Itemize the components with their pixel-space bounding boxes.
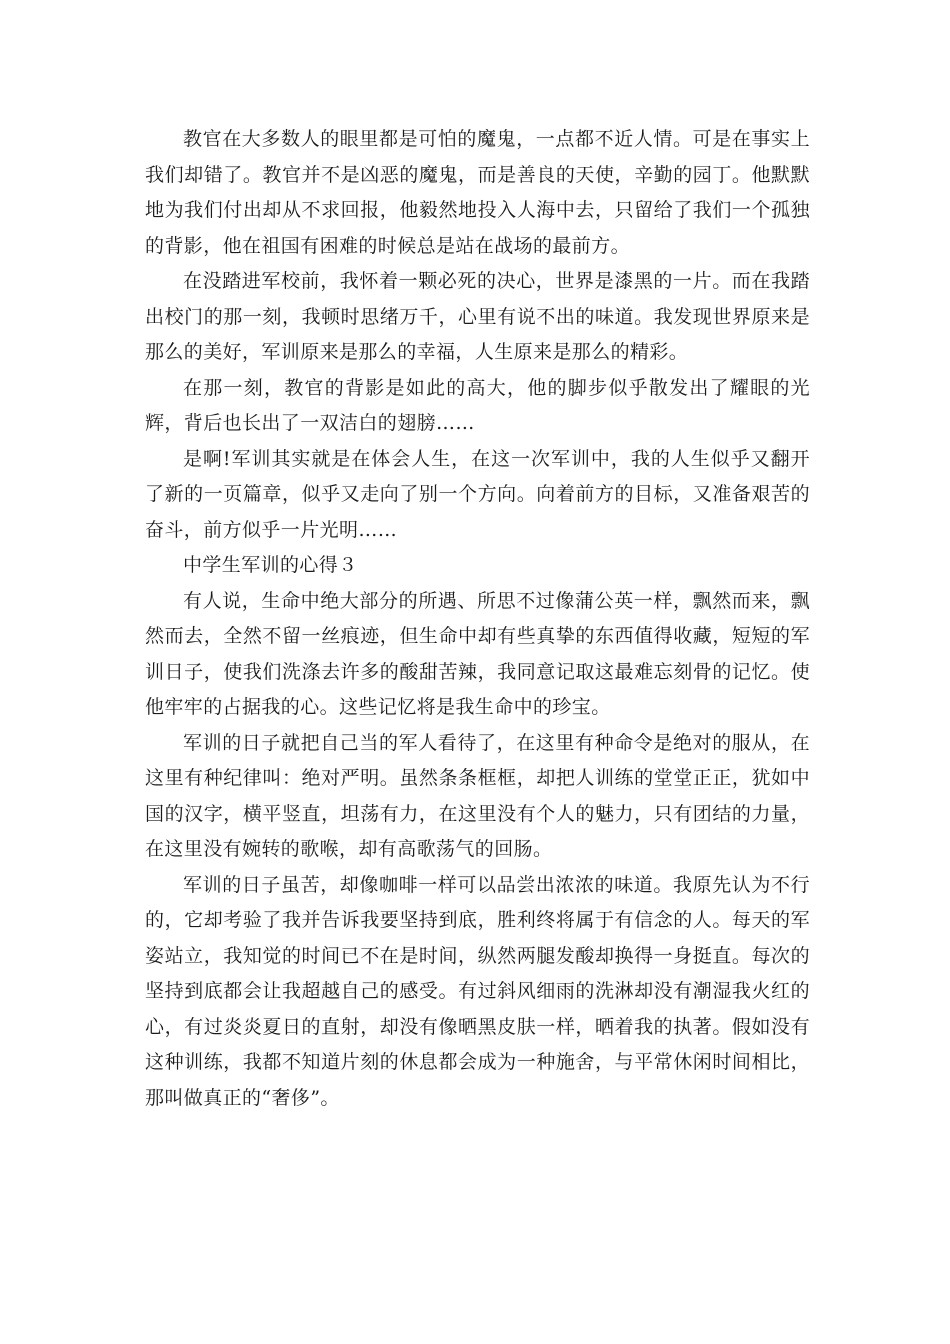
paragraph-7: 军训的日子虽苦，却像咖啡一样可以品尝出浓浓的味道。我原先认为不行的，它却考验了我并告诉我要坚持到底，胜利终将属于有信念的人。每天的军姿站立，我知觉的时间已不在是时间，纵然两腿发酸却换得一身挺直。每次的坚持到底都会让我超越自己的感受。有过斜风细雨的洗淋却没有潮湿我火红的心，有过炎炎夏日的直射，却没有像晒黑皮肤一样，晒着我的执著。假如没有这种训练，我都不知道片刻的休息都会成为一种施舍，与平常休闲时间相比，那叫做真正的“奢侈”。 bbox=[145, 873, 810, 1109]
document-body bbox=[145, 122, 810, 1116]
paragraph-5: 有人说，生命中绝大部分的所遇、所思不过像蒲公英一样，飘然而来，飘然而去，全然不留一丝痕迹，但生命中却有些真挚的东西值得收藏，短短的军训日子，使我们洗涤去许多的酸甜苦辣，我同意记取这最难忘刻骨的记忆。使他牢牢的占据我的心。这些记忆将是我生命中的珍宝。 bbox=[145, 589, 810, 718]
paragraph-3: 在那一刻，教官的背影是如此的高大，他的脚步似乎散发出了耀眼的光辉，背后也长出了一双洁白的翅膀…… bbox=[145, 376, 810, 434]
section-heading: 中学生军训的心得３ bbox=[183, 554, 358, 576]
paragraph-1: 教官在大多数人的眼里都是可怕的魔鬼，一点都不近人情。可是在事实上我们却错了。教官并不是凶恶的魔鬼，而是善良的天使，辛勤的园丁。他默默地为我们付出却从不求回报，他毅然地投入人海中去，只留给了我们一个孤独的背影，他在祖国有困难的时候总是站在战场的最前方。 bbox=[145, 128, 810, 257]
paragraph-6: 军训的日子就把自己当的军人看待了，在这里有种命令是绝对的服从，在这里有种纪律叫：绝对严明。虽然条条框框，却把人训练的堂堂正正，犹如中国的汉字，横平竖直，坦荡有力，在这里没有个人的魅力，只有团结的力量，在这里没有婉转的歌喉，却有高歌荡气的回肠。 bbox=[145, 731, 810, 860]
paragraph-4: 是啊!军训其实就是在体会人生，在这一次军训中，我的人生似乎又翻开了新的一页篇章，似乎又走向了别一个方向。向着前方的目标，又准备艰苦的奋斗，前方似乎一片光明…… bbox=[145, 447, 810, 541]
paragraph-2: 在没踏进军校前，我怀着一颗必死的决心，世界是漆黑的一片。而在我踏出校门的那一刻，我顿时思绪万千，心里有说不出的味道。我发现世界原来是那么的美好，军训原来是那么的幸福，人生原来是那么的精彩。 bbox=[145, 270, 810, 363]
